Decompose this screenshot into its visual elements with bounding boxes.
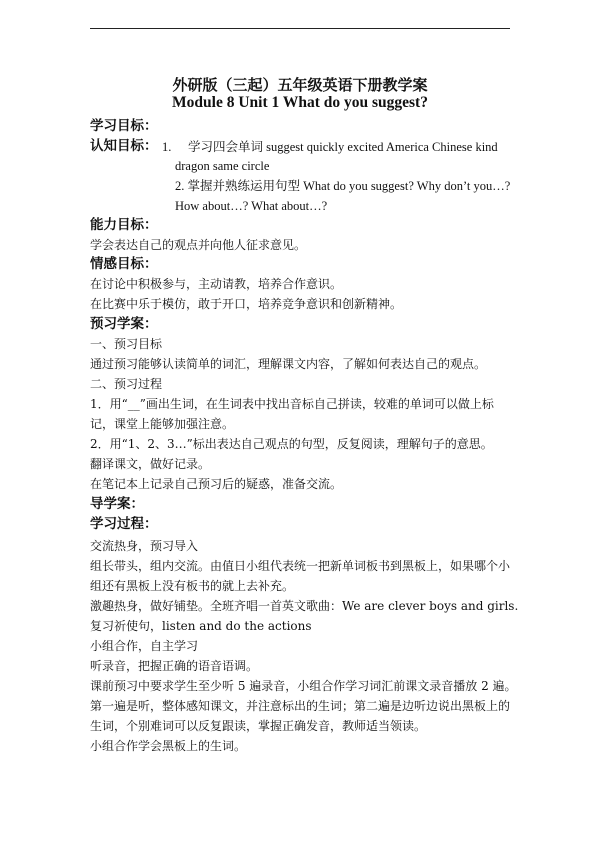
- process-step-2: 2．用“1、2、3…”标出表达自己观点的句型，反复阅读，理解句子的意思。: [90, 437, 493, 451]
- review-text: 复习祈使句，listen and do the actions: [90, 619, 312, 633]
- listen-text: 听录音，把握正确的语音语调。: [90, 659, 259, 673]
- interest-warmup-text: 激趣热身，做好铺垫。全班齐唱一首英文歌曲：We are clever boys and girls.: [90, 599, 519, 613]
- emotion-line-1: 在讨论中积极参与，主动请教，培养合作意识。: [90, 277, 343, 291]
- doc-title-chinese: 外研版（三起）五年级英语下册教学案: [172, 76, 428, 94]
- warmup-heading: 交流热身，预习导入: [90, 539, 199, 553]
- emotion-line-2: 在比赛中乐于模仿，敢于开口，培养竞争意识和创新精神。: [90, 297, 403, 311]
- preview-goal-heading: 一、预习目标: [90, 337, 163, 351]
- preview-process-heading: 二、预习过程: [90, 377, 163, 391]
- section-ability-goals: 能力目标：: [90, 217, 158, 233]
- goal-2-text: 2. 掌握并熟练运用句型 What do you suggest? Why don’t you…?: [175, 179, 511, 193]
- process-step-1-continued: 记，课堂上能够加强注意。: [90, 417, 235, 431]
- listening-steps-text: 第一遍是听，整体感知课文，并注意标出的生词；第二遍是边听边说出黑板上的: [90, 699, 511, 713]
- goal-1-text: 学习四会单词 suggest quickly excited America Chinese kind: [188, 140, 498, 154]
- section-cognitive-goals: 认知目标：: [90, 138, 158, 154]
- goal-1-continued: dragon same circle: [175, 159, 270, 173]
- section-learning-process: 学习过程：: [90, 516, 158, 532]
- doc-title-english: Module 8 Unit 1 What do you suggest?: [172, 94, 428, 111]
- goal-2-continued: How about…? What about…?: [175, 199, 328, 213]
- section-preview-plan: 预习学案：: [90, 316, 158, 332]
- pre-requirement-text: 课前预习中要求学生至少听 5 遍录音，小组合作学习词汇前课文录音播放 2 遍。: [90, 679, 517, 693]
- learn-words-text: 小组合作学会黑板上的生词。: [90, 739, 247, 753]
- listening-steps-continued: 生词，个别难词可以反复跟读，掌握正确发音，教师适当领读。: [90, 719, 427, 733]
- top-rule: [90, 28, 510, 29]
- goal-1-number: 1.: [162, 140, 172, 154]
- leader-text: 组长带头，组内交流。由值日小组代表统一把新单词板书到黑板上，如果哪个小: [90, 559, 511, 573]
- group-work-heading: 小组合作，自主学习: [90, 639, 199, 653]
- preview-goal-text: 通过预习能够认读简单的词汇，理解课文内容，了解如何表达自己的观点。: [90, 357, 487, 371]
- process-step-1: 1．用“__”画出生词，在生词表中找出音标自己拼读，较难的单词可以做上标: [90, 397, 494, 411]
- leader-text-continued: 组还有黑板上没有板书的就上去补充。: [90, 579, 295, 593]
- ability-text: 学会表达自己的观点并向他人征求意见。: [90, 238, 307, 252]
- section-emotion-goals: 情感目标：: [90, 256, 158, 272]
- section-study-goals: 学习目标：: [90, 118, 158, 134]
- process-step-4: 在笔记本上记录自己预习后的疑惑，准备交流。: [90, 477, 343, 491]
- process-step-3: 翻译课文，做好记录。: [90, 457, 211, 471]
- section-guide-plan: 导学案：: [90, 496, 144, 512]
